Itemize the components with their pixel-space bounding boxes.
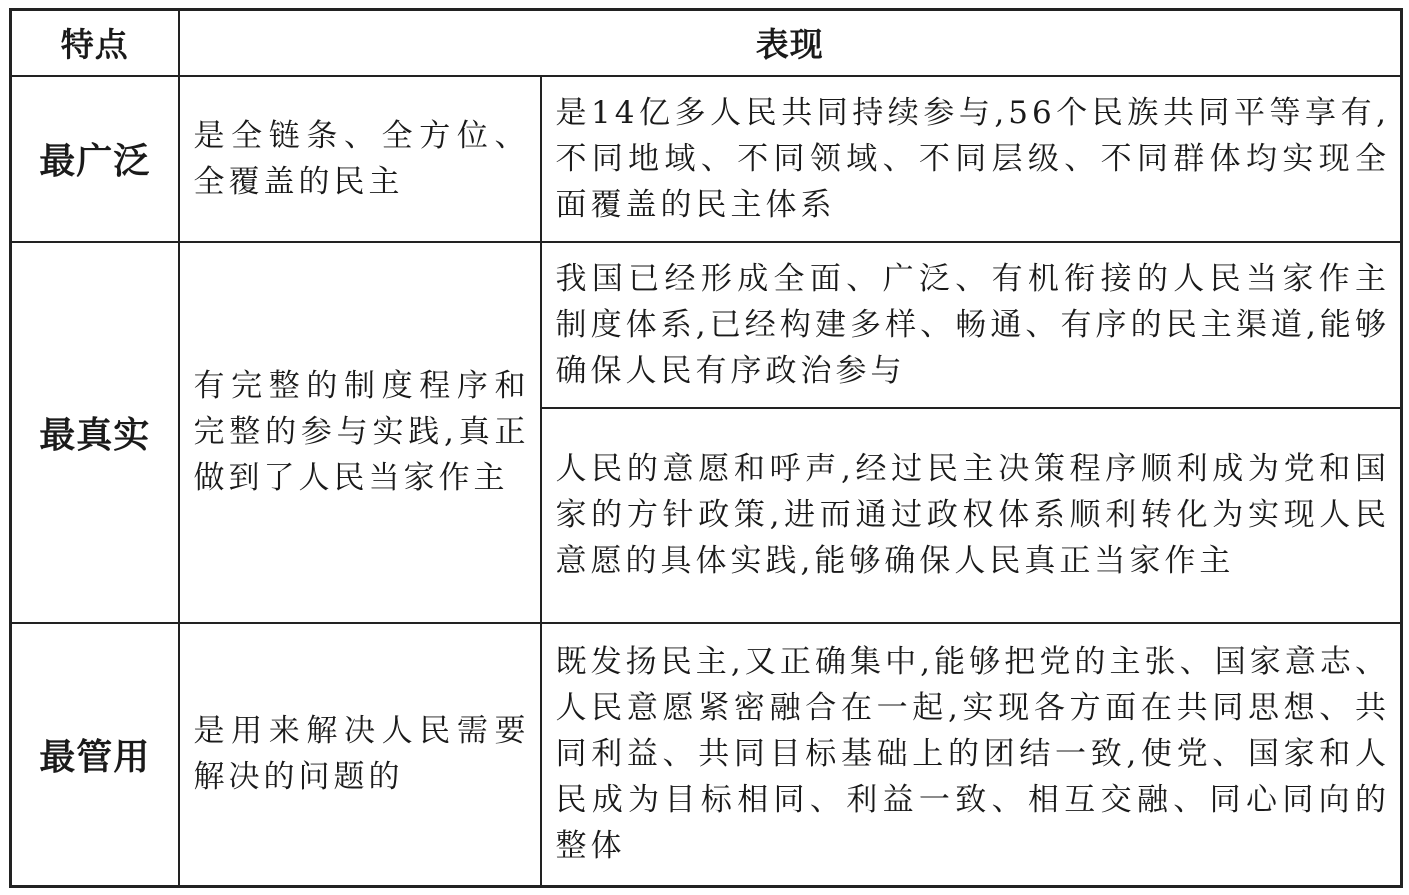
feature-most-useful: 最管用 [11, 623, 179, 887]
table-row-widest [11, 76, 1402, 242]
detail-truest-2: 人民的意愿和呼声,经过民主决策程序顺利成为党和国家的方针政策,进而通过政权体系顺利转化为实现人民意愿的具体实践,能够确保人民真正当家作主 [541, 408, 1402, 623]
description-truest: 有完整的制度程序和完整的参与实践,真正做到了人民当家作主 [179, 242, 541, 623]
feature-truest: 最真实 [11, 242, 179, 623]
detail-widest: 是14亿多人民共同持续参与,56个民族共同平等享有,不同地域、不同领域、不同层级、不同群体均实现全面覆盖的民主体系 [541, 76, 1402, 242]
header-row [11, 10, 1402, 76]
detail-truest-1: 我国已经形成全面、广泛、有机衔接的人民当家作主制度体系,已经构建多样、畅通、有序的民主渠道,能够确保人民有序政治参与 [541, 242, 1402, 408]
description-most-useful: 是用来解决人民需要解决的问题的 [179, 623, 541, 887]
header-manifestation: 表现 [179, 10, 1402, 76]
feature-widest: 最广泛 [11, 76, 179, 242]
table-row-most-useful [11, 623, 1402, 887]
detail-most-useful: 既发扬民主,又正确集中,能够把党的主张、国家意志、人民意愿紧密融合在一起,实现各方面在共同思想、共同利益、共同目标基础上的团结一致,使党、国家和人民成为目标相同、利益一致、相互交融、同心同向的整体 [541, 623, 1402, 887]
democracy-features-table [9, 8, 1403, 888]
table-row-truest-a [11, 242, 1402, 408]
header-feature: 特点 [11, 10, 179, 76]
description-widest: 是全链条、全方位、全覆盖的民主 [179, 76, 541, 242]
